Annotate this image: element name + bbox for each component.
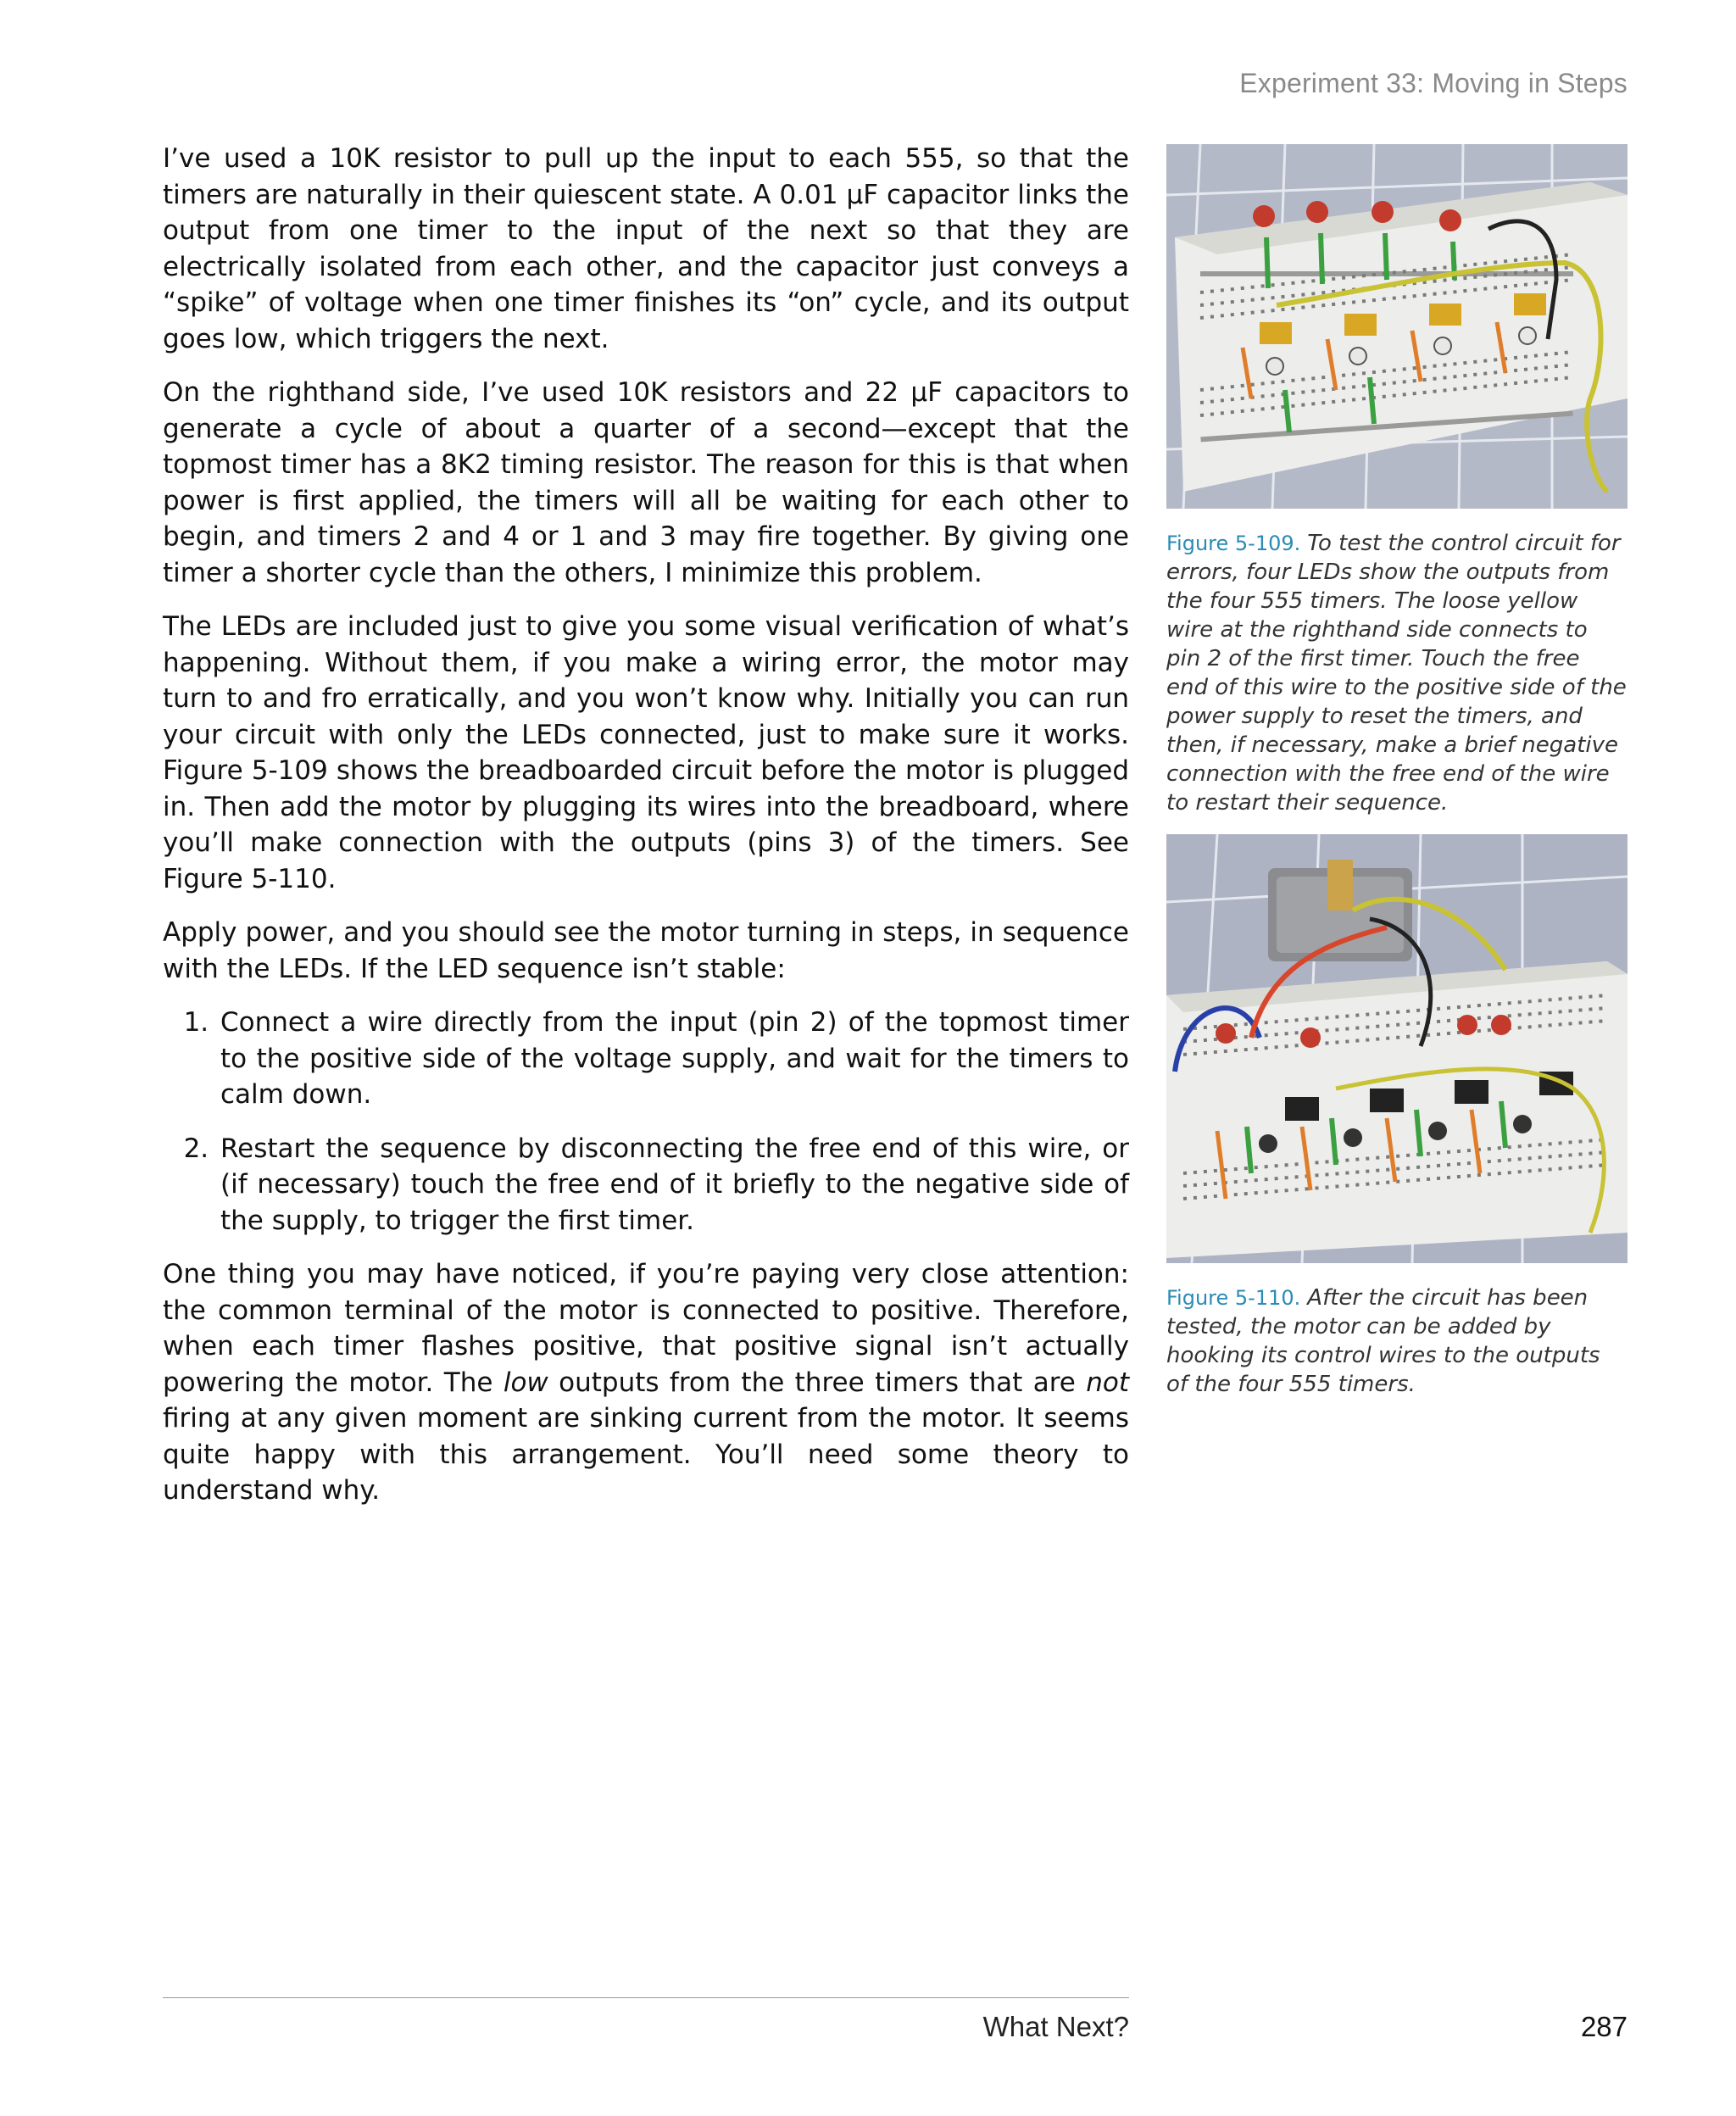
text-run: One thing you may have noticed, if you’re paying very close attention: the common terminal of the motor is connected to positive. Therefore, when each timer flashes positive, that positive signal isn’t actually powering the motor. The	[163, 1259, 1129, 1398]
figure-label: Figure 5-110.	[1166, 1286, 1301, 1310]
numbered-steps-list	[163, 1005, 1129, 1239]
main-text-column	[163, 141, 1129, 1527]
breadboard-photo	[1166, 144, 1628, 509]
body-paragraph: I’ve used a 10K resistor to pull up the input to each 555, so that the timers are naturally in their quiescent state. A 0.01 μF capacitor links the output from one timer to the input of the next so that they are electrically isolated from each other, and the capacitor just conveys a “spike” of voltage when one timer finishes its “on” cycle, and its output goes low, which triggers the next.	[163, 143, 1129, 354]
body-paragraph: Apply power, and you should see the motor turning in steps, in sequence with the LEDs. If the LED sequence isn’t stable:	[163, 917, 1129, 984]
figure-caption	[1166, 529, 1628, 817]
footer-divider	[163, 1997, 1129, 1998]
caption-text: To test the control circuit for errors, four LEDs show the outputs from the four 555 timers. The loose yellow wire at the righthand side connects to pin 2 of the first timer. Touch the free end of this wire to the positive side of the power supply to reset the timers, and then, if necessary, make a brief negative connection with the free end of the wire to restart their sequence.	[1166, 531, 1627, 816]
text-run: outputs from the three timers that are	[548, 1367, 1087, 1398]
body-paragraph: On the righthand side, I’ve used 10K resistors and 22 μF capacitors to generate a cycle of about a quarter of a second—except that the topmost timer has a 8K2 timing resistor. The reason for this is that when power is first applied, the timers will all be waiting for each other to begin, and timers 2 and 4 or 1 and 3 may fire together. By giving one timer a shorter cycle than the others, I minimize this problem.	[163, 377, 1129, 588]
page-number: 287	[1580, 2011, 1628, 2042]
running-head: Experiment 33: Moving in Steps	[1239, 68, 1628, 98]
figure-label: Figure 5-109.	[1166, 532, 1301, 555]
figure-5-109	[1166, 144, 1628, 817]
breadboard-motor-photo	[1166, 834, 1628, 1263]
list-item: 1. Connect a wire directly from the input (pin 2) of the topmost timer to the positive side of the voltage supply, and wait for the timers to calm down.	[217, 1005, 1129, 1113]
footer-section-title: What Next?	[982, 2011, 1129, 2042]
list-item: 2. Restart the sequence by disconnecting the free end of this wire, or (if necessary) touch the free end of it briefly to the negative side of the supply, to trigger the first timer.	[217, 1131, 1129, 1239]
body-paragraph: The LEDs are included just to give you some visual verification of what’s happening. Without them, if you make a wiring error, the motor may turn to and fro erratically, and you won’t know why. Initially you can run your circuit with only the LEDs connected, just to make sure it works. Figure 5-109 shows the breadboarded circuit before the motor is plugged in. Then add the motor by plugging its wires into the breadboard, where you’ll make connection with the outputs (pins 3) of the timers. See Figure 5-110.	[163, 611, 1129, 894]
text-run: firing at any given moment are sinking current from the motor. It seems quite happy with this arrangement. You’ll need some theory to understand why.	[163, 1403, 1129, 1506]
figure-caption	[1166, 1284, 1628, 1399]
emphasis-low: low	[503, 1367, 548, 1398]
body-paragraph	[163, 1256, 1129, 1509]
caption-text: After the circuit has been tested, the motor can be added by hooking its control wires to the outputs of the four 555 timers.	[1166, 1285, 1600, 1397]
emphasis-not: not	[1086, 1367, 1129, 1398]
figure-5-110	[1166, 834, 1628, 1399]
